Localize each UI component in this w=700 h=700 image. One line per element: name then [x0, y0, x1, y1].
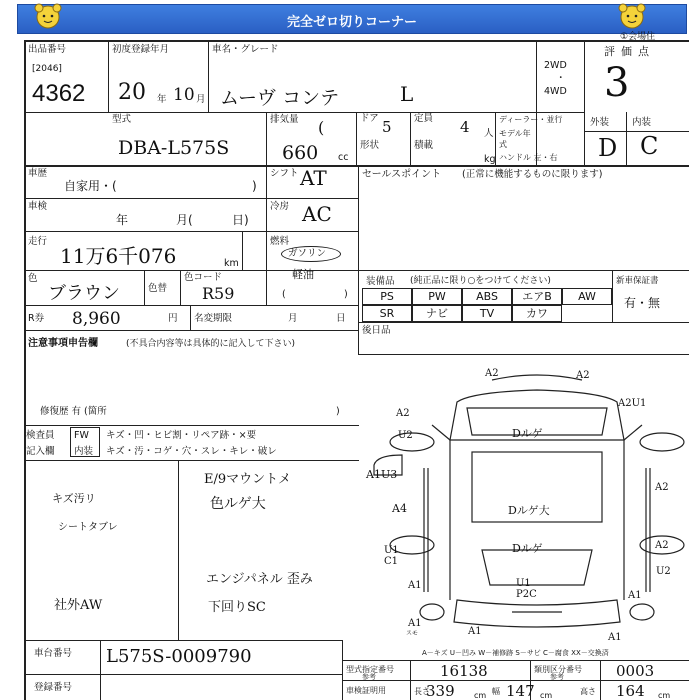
car-name: ムーヴ コンテ — [220, 87, 340, 109]
history-value: 自家用・( — [64, 179, 117, 193]
fuel-diesel: 軽油 — [292, 268, 314, 281]
header-banner — [17, 4, 687, 34]
repair-history-close: ) — [336, 406, 340, 417]
model-year-label: モデル年式 — [499, 129, 531, 149]
displacement-mark: ( — [318, 118, 325, 137]
sales-point-label: セールスポイント — [362, 169, 442, 180]
equipment-grid — [362, 288, 610, 322]
evaluation-score: 3 — [604, 60, 630, 106]
ref-label: 参考 — [362, 673, 376, 681]
mark-u2: U2 — [398, 430, 413, 441]
height-value: 164 — [616, 682, 645, 700]
load-label: 積載 — [414, 140, 434, 151]
fuel-gasoline: ガソリン — [288, 248, 327, 259]
aircon-value: AC — [302, 202, 332, 226]
mark-a2: A2 — [485, 368, 499, 379]
mark-a1: A1 — [468, 626, 482, 637]
recycle-unit: 円 — [168, 313, 178, 324]
inspection-month: 月( — [176, 213, 193, 227]
notes-label: 注意事項申告欄 — [28, 338, 98, 349]
shift-label: シフト — [270, 168, 299, 179]
color-code-value: R59 — [202, 284, 235, 303]
fuel-paren-close: ) — [344, 289, 348, 300]
equipment-item: PW — [412, 288, 462, 305]
doors-value: 5 — [382, 118, 392, 136]
label-roof: Dルゲ — [512, 427, 543, 440]
car-name-label: 車名・グレード — [212, 44, 279, 55]
drive-2wd: 2WD — [544, 60, 567, 71]
category-label: 類別区分番号 — [534, 665, 582, 674]
height-label: 高さ — [580, 687, 596, 696]
first-registration-label: 初度登録年月 — [112, 44, 170, 55]
equipment-hint: (純正品に限り○をつけてください) — [410, 276, 551, 286]
month-unit: 月 — [196, 94, 206, 105]
label-left-mid: A4 — [392, 502, 407, 515]
mark-a1: A1 — [608, 632, 622, 643]
score-label: 評価点 — [604, 45, 655, 58]
warranty-label: 新車保証書 — [616, 276, 659, 286]
label-rear: Dルゲ — [512, 542, 543, 555]
inspection-year: 年 — [116, 213, 129, 227]
name-change-label: 名変期限 — [194, 313, 233, 324]
damage-legend: A－キズ U－凹み W－補修跡 S－サビ C－腐食 XX－交換済 — [422, 649, 609, 657]
mileage-value: 11万6千076 — [60, 244, 177, 268]
inspection-label: 車検 — [28, 201, 48, 212]
note-engine-panel: エンジパネル 歪み — [206, 572, 313, 587]
doors-label: ドア — [360, 113, 379, 124]
capacity-unit: 人 — [484, 128, 494, 139]
exterior-grade: D — [598, 134, 618, 162]
chassis-label: 車台番号 — [34, 648, 73, 659]
exterior-label: 外装 — [590, 117, 610, 128]
warranty-value: 有・無 — [624, 296, 661, 310]
mark-a2: A2 — [576, 370, 590, 381]
mark-a1: A1 — [408, 580, 422, 591]
model-code: DBA-L575S — [118, 137, 230, 159]
equipment-item: エアB — [512, 288, 562, 305]
label-bottom-left: A1 — [408, 618, 422, 629]
drive-dot: ・ — [556, 73, 566, 84]
equipment-item: SR — [362, 305, 412, 322]
banner-title: 完全ゼロ切りコーナー — [286, 15, 417, 30]
length-label: 長さ — [414, 687, 430, 696]
label-front-left: U1 C1 — [384, 545, 399, 567]
first-registration-month: 10 — [173, 85, 195, 105]
mark-a2: A2 — [655, 540, 669, 551]
fuel-label: 燃料 — [270, 236, 290, 247]
shape-label: 形状 — [360, 140, 380, 151]
width-value: 147 — [506, 682, 535, 700]
capacity-value: 4 — [460, 118, 470, 136]
displacement-value: 660 — [282, 142, 319, 164]
type-approval-label: 型式指定番号 — [346, 665, 394, 674]
label-wheel-left: A1U3 — [366, 468, 398, 481]
chassis-number: L575S-0009790 — [106, 646, 252, 667]
capacity-label: 定員 — [414, 113, 434, 124]
note-seat: シートタブレ — [58, 522, 118, 533]
displacement-unit: cc — [338, 152, 349, 163]
equipment-item: AW — [562, 288, 612, 305]
record-label: 記入欄 — [26, 446, 55, 457]
color-value: ブラウン — [48, 283, 120, 304]
inspector-inner: 内装 — [74, 446, 94, 457]
car-grade: L — [400, 82, 414, 106]
mileage-label: 走行 — [28, 236, 48, 247]
category-number: 0003 — [616, 662, 655, 680]
equipment-label: 装備品 — [366, 276, 395, 287]
length-value: 339 — [426, 682, 455, 700]
drive-4wd: 4WD — [544, 86, 567, 97]
note-undercarriage: 下回りSC — [208, 600, 266, 615]
label-center: Dルゲ大 — [508, 504, 550, 517]
mark-u2: U2 — [656, 566, 671, 577]
name-change-day: 日 — [336, 313, 346, 324]
inspector-interior-keys: キズ・汚・コゲ・穴・スレ・キレ・破レ — [106, 446, 277, 457]
mileage-unit: km — [224, 258, 239, 269]
history-label: 車歴 — [28, 168, 48, 179]
height-unit: cm — [658, 691, 671, 700]
lot-sub-number: [2046] — [32, 64, 62, 74]
equipment-item: PS — [362, 288, 412, 305]
mark-top-right: A2U1 — [618, 398, 647, 409]
year-unit: 年 — [157, 94, 167, 105]
color-label: 色 — [28, 273, 38, 284]
interior-grade: C — [640, 132, 659, 160]
length-unit: cm — [474, 691, 487, 700]
aircon-label: 冷房 — [270, 201, 290, 212]
recycle-value: 8,960 — [72, 309, 121, 329]
type-approval-number: 16138 — [440, 662, 488, 680]
registration-label: 登録番号 — [34, 682, 73, 693]
mascot-icon — [28, 2, 68, 30]
recycle-label: R券 — [28, 313, 45, 324]
notes-hint: (不具合内容等は具体的に記入して下さい) — [126, 339, 296, 349]
model-label: 型式 — [112, 114, 132, 125]
inspector-exterior-keys: キズ・凹・ヒビ割・リペア跡・×要 — [106, 430, 257, 441]
repair-history: 修復歴 有 (箇所 — [40, 406, 107, 417]
first-registration-year: 20 — [118, 80, 146, 105]
venue-label: ①会場住 — [620, 32, 656, 42]
label-tail: U1 P2C — [516, 578, 537, 600]
lot-number-label: 出品番号 — [28, 44, 67, 55]
equipment-item: カワ — [512, 305, 562, 322]
label-sue: スモ — [406, 630, 419, 637]
fuel-paren-open: ( — [282, 289, 286, 300]
note-color-fade: 色ルゲ大 — [210, 496, 266, 512]
mark-a2: A2 — [655, 482, 669, 493]
note-scratch: キズ汚リ — [52, 492, 96, 505]
steering-label: ハンドル 左・右 — [499, 153, 558, 162]
inspection-day: 日) — [232, 213, 249, 227]
inspector-label: 検査員 — [26, 430, 55, 441]
load-unit: kg — [484, 154, 496, 165]
width-label: 幅 — [492, 687, 500, 696]
equipment-item: TV — [462, 305, 512, 322]
width-unit: cm — [540, 691, 553, 700]
history-close: ) — [252, 179, 257, 193]
ref-label: 参考 — [550, 673, 564, 681]
note-aftermarket-wheels: 社外AW — [54, 598, 103, 613]
note-engine-mount: E/9マウントメ — [204, 472, 292, 487]
equipment-item: ナビ — [412, 305, 462, 322]
name-change-month: 月 — [288, 313, 298, 324]
interior-label: 内装 — [632, 117, 652, 128]
color-code-label: 色コード — [184, 272, 223, 283]
mark-a1: A1 — [628, 590, 642, 601]
displacement-label: 排気量 — [270, 114, 299, 125]
sales-point-hint: (正常に機能するものに限ります) — [462, 169, 603, 180]
inspector-fw: FW — [74, 430, 89, 441]
after-sales-label: 後日品 — [362, 325, 391, 336]
lot-number: 4362 — [32, 80, 86, 107]
mascot-icon — [612, 2, 652, 30]
dealer-label: ディーラー・並行 — [499, 115, 563, 124]
color-change-label: 色替 — [148, 283, 168, 294]
equipment-item: ABS — [462, 288, 512, 305]
mark-a2: A2 — [396, 408, 410, 419]
shift-value: AT — [300, 166, 327, 190]
certificate-label: 車検証明用 — [346, 686, 386, 695]
